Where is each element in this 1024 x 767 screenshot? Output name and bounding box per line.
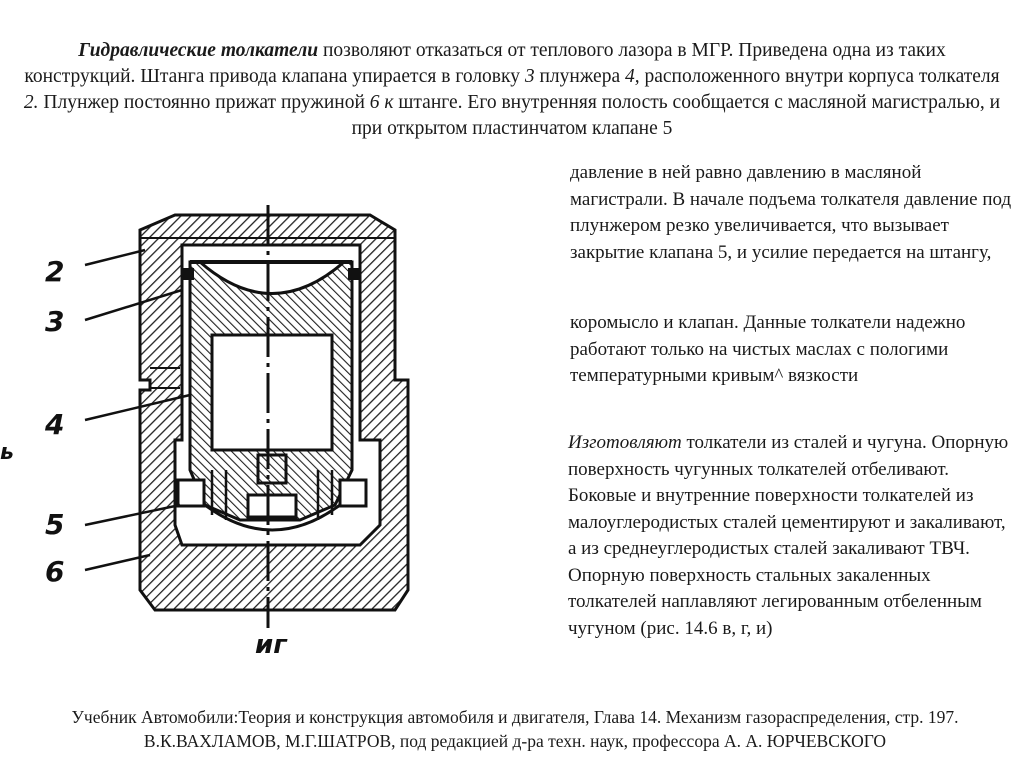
ref-6: 6 к xyxy=(369,92,394,113)
intro-text-4: Плунжер постоянно прижат пружиной xyxy=(38,92,370,113)
intro-text-1: позволяют отказаться от теплового лазора в МГР. Приведена одна из таких конструкций. Штанга привода клапана упирается в головку xyxy=(24,40,946,87)
ref-4: 4, xyxy=(624,66,640,87)
side-mark: ь xyxy=(0,440,14,465)
callout-4: 4 xyxy=(45,408,65,441)
paragraph-pressure: давление в ней равно давлению в масляной магистрали. В начале подъема толкателя давление под плунжером резко увеличивается, что вызывает закрытие клапана 5, и усилие передается на штангу, xyxy=(570,162,1012,263)
figure-bottom-label: иг xyxy=(255,630,287,660)
materials-lead: Изготовляют xyxy=(568,432,682,453)
intro-text-5: штанге. Его внутренняя полость сообщается с масляной магистралью, и при открытом пластинчатом клапане 5 xyxy=(351,92,1001,139)
paragraph-oil: коромысло и клапан. Данные толкатели надежно работают только на чистых маслах с пологими температурными кривым^ вязкости xyxy=(570,312,966,386)
intro-lead: Гидравлические толкатели xyxy=(78,40,319,61)
ref-2: 2. xyxy=(23,92,39,113)
tappet-cross-section xyxy=(0,200,440,670)
intro-text-2: плунжера xyxy=(534,66,625,87)
materials-text: толкатели из сталей и чугуна. Опорную поверхность чугунных толкателей отбеливают. Боковые и внутренние поверхности толкателей из малоуглеродистых сталей цементируют и закаливают, а из среднеуглеродистых сталей закаливают ТВЧ. Опорную поверхность стальных закаленных толкателей наплавляют легированным отбеленным чугуном (рис. 14.6 в, г, и) xyxy=(568,432,1009,639)
paragraph-materials xyxy=(568,430,1013,642)
callout-6: 6 xyxy=(45,555,65,588)
source-citation: Учебник Автомобили:Теория и конструкция автомобиля и двигателя, Глава 14. Механизм газораспределения, стр. 197. В.К.ВАХЛАМОВ, М.Г.ШАТРОВ, под редакцией д-ра техн. наук, профессора А. А. ЮРЧЕВСКОГО xyxy=(71,707,959,751)
callout-3: 3 xyxy=(45,305,65,338)
ref-3: 3 xyxy=(524,66,535,87)
intro-paragraph xyxy=(22,38,1002,142)
intro-text-3: расположенного внутри корпуса толкателя xyxy=(639,66,1000,87)
callout-5: 5 xyxy=(45,508,65,541)
callout-2: 2 xyxy=(45,255,65,288)
